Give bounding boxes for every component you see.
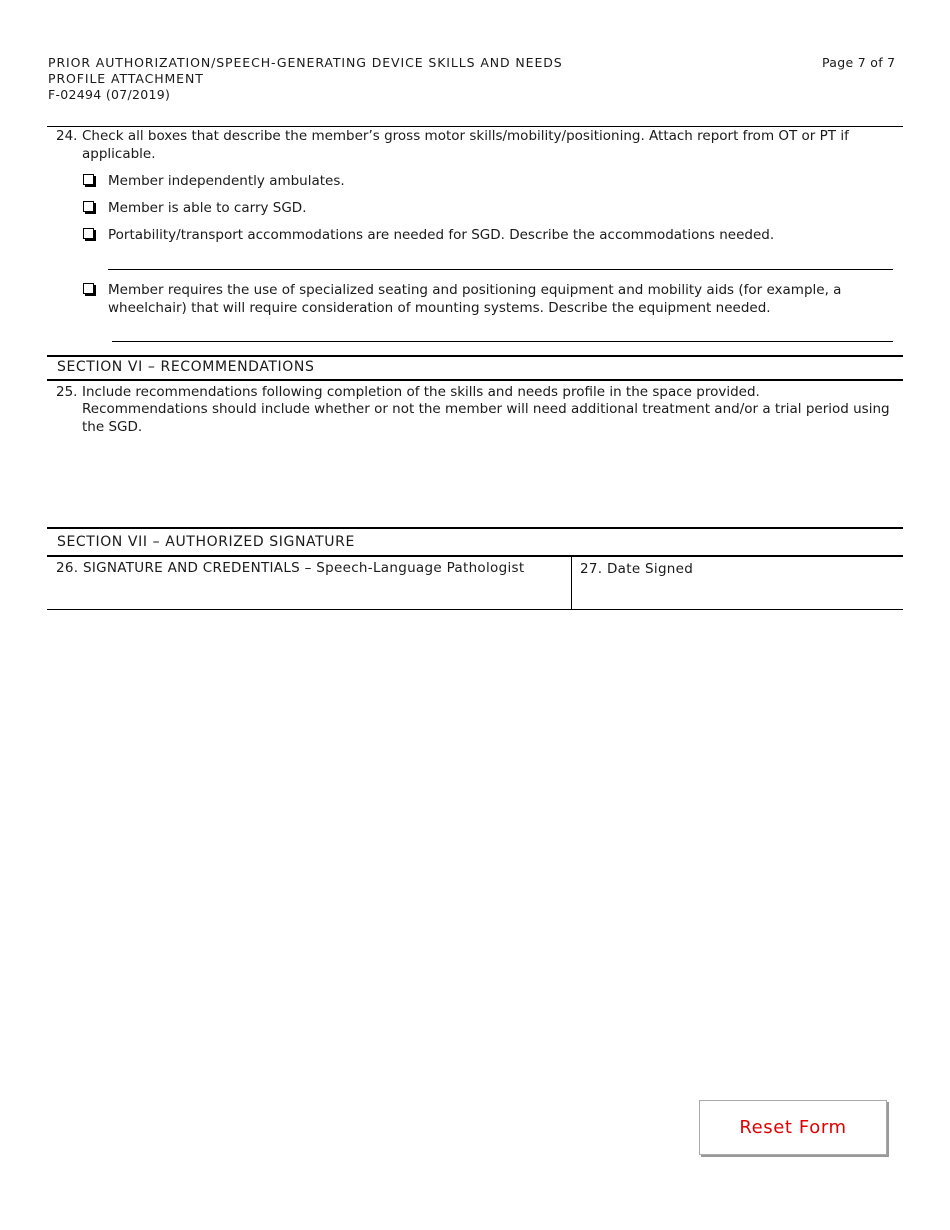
recommendations-textarea[interactable] xyxy=(48,436,902,524)
equipment-input[interactable] xyxy=(112,341,893,342)
q25-prompt-line3: the SGD. xyxy=(82,419,143,435)
option-label-line2: wheelchair) that will require consideration of mounting systems. Describe the equipment needed. xyxy=(108,300,771,316)
section-divider xyxy=(47,379,903,381)
reset-form-button[interactable]: Reset Form xyxy=(699,1100,887,1155)
option-label: Member independently ambulates. xyxy=(108,173,345,189)
q24-prompt xyxy=(82,127,902,163)
section-divider xyxy=(47,555,903,557)
q24-prompt-line2: applicable. xyxy=(82,146,156,162)
signature-label: 26. SIGNATURE AND CREDENTIALS – Speech-Language Pathologist xyxy=(56,560,525,576)
option-label: Portability/transport accommodations are needed for SGD. Describe the accommodations needed. xyxy=(108,227,775,243)
signature-field[interactable] xyxy=(48,578,570,608)
q25-number: 25. xyxy=(56,384,78,400)
form-title xyxy=(48,55,563,103)
section-vi-title: SECTION VI – RECOMMENDATIONS xyxy=(57,359,315,375)
page-number: Page 7 of 7 xyxy=(822,55,896,70)
date-signed-field[interactable] xyxy=(573,579,902,608)
option-label: Member is able to carry SGD. xyxy=(108,200,307,216)
form-title-line2: PROFILE ATTACHMENT xyxy=(48,71,204,86)
form-title-line1: PRIOR AUTHORIZATION/SPEECH-GENERATING DEVICE SKILLS AND NEEDS xyxy=(48,55,563,70)
date-signed-label: 27. Date Signed xyxy=(580,561,694,577)
q25-prompt xyxy=(82,383,902,436)
cell-divider xyxy=(571,557,572,609)
checkbox-portability-accommodations[interactable] xyxy=(83,228,94,239)
checkbox-specialized-seating[interactable] xyxy=(83,283,94,294)
section-vii-title: SECTION VII – AUTHORIZED SIGNATURE xyxy=(57,534,355,550)
q25-prompt-line2: Recommendations should include whether or not the member will need additional treatment and/or a trial period using xyxy=(82,401,890,417)
form-number: F-02494 (07/2019) xyxy=(48,87,171,102)
divider xyxy=(47,609,903,610)
checkbox-independently-ambulates[interactable] xyxy=(83,174,94,185)
section-divider xyxy=(47,527,903,529)
checkbox-able-to-carry-sgd[interactable] xyxy=(83,201,94,212)
q24-number: 24. xyxy=(56,128,78,144)
option-label-seating xyxy=(108,281,898,317)
q24-prompt-line1: Check all boxes that describe the member’s gross motor skills/mobility/positioning. Attach report from OT or PT if xyxy=(82,128,849,144)
option-label-line1: Member requires the use of specialized seating and positioning equipment and mobility aids (for example, a xyxy=(108,282,842,298)
section-divider xyxy=(47,355,903,357)
accommodations-input[interactable] xyxy=(108,269,893,270)
q25-prompt-line1: Include recommendations following completion of the skills and needs profile in the space provided. xyxy=(82,384,760,400)
